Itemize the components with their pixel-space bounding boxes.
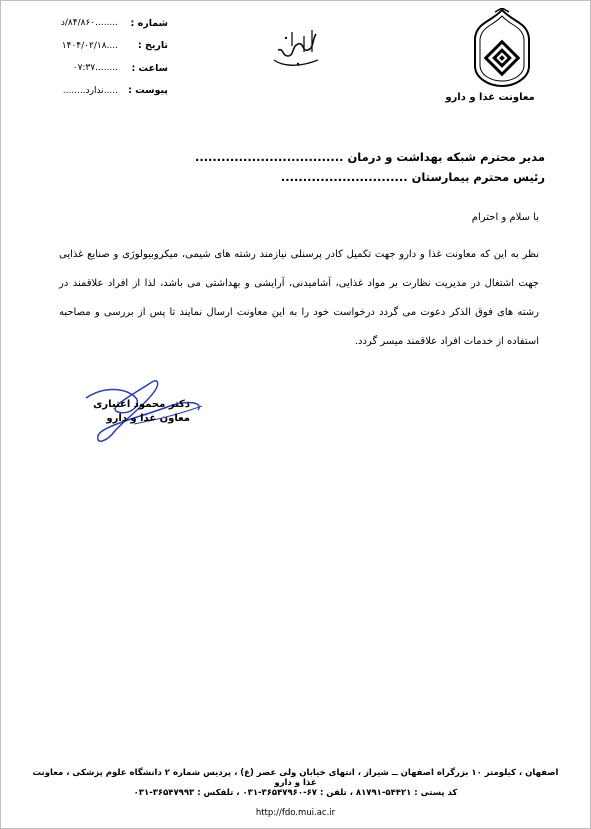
addressee-network-manager: مدیر محترم شبکه بهداشت و درمان .................................. bbox=[194, 150, 545, 164]
meta-time bbox=[28, 57, 168, 80]
attachment-value: .....ندارد........ bbox=[62, 85, 118, 96]
letter-meta bbox=[28, 12, 168, 102]
number-label: شماره : bbox=[130, 17, 168, 29]
number-value: ........۸۴/۸۶۰/د bbox=[60, 18, 118, 29]
calligraphy-bismihi-icon bbox=[268, 26, 324, 74]
date-value: ....۱۴۰۴/۰۲/۱۸ bbox=[61, 40, 118, 51]
footer-address: اصفهان ، کیلومتر ۱۰ بزرگراه اصفهان ــ شیراز ، انتهای خیابان ولی عصر (ع) ، پردیس شماره ۲ دانشگاه علوم پزشکی ، معاونت غذا و دارو bbox=[32, 768, 559, 788]
addressee-hospital-head: رئیس محترم بیمارستان ............................. bbox=[280, 170, 545, 184]
signer-name: دکتر محمود اعتباری bbox=[93, 399, 190, 410]
footer-website-link[interactable]: http://fdo.mui.ac.ir bbox=[255, 808, 336, 818]
meta-number bbox=[28, 12, 168, 35]
signer-title: معاون غذا و دارو bbox=[106, 413, 190, 424]
org-name: معاونت غذا و دارو bbox=[445, 92, 535, 103]
time-value: ........۰۷:۳۷ bbox=[72, 63, 118, 74]
meta-attachment bbox=[28, 80, 168, 103]
footer-contact: کد پستی : ۵۴۴۲۱-۸۱۷۹۱ ، تلفن : ۶۷-۳۶۵۴۷۹۶۰-۰۳۱ ، تلفکس : ۳۶۵۴۷۹۹۳-۰۳۱ bbox=[133, 788, 458, 798]
university-logo-icon bbox=[471, 8, 533, 88]
greeting: با سلام و احترام bbox=[471, 212, 539, 223]
signature-block bbox=[80, 398, 190, 426]
letter-body: نظر به این که معاونت غذا و دارو جهت تکمیل کادر پرسنلی نیازمند رشته های شیمی، میکروبیولوژی و صنایع غذایی جهت اشتغال در مدیریت نظارت بر مواد غذایی، آشامیدنی، آرایشی و بهداشتی می باشد، لذا از افراد علاقمند در رشته های فوق الذکر دعوت می گردد درخواست خود را به این معاونت ارسال نمایند تا پس از بررسی و مصاحبه استفاده از خدمات افراد علاقمند میسر گردد. bbox=[59, 249, 539, 347]
attachment-label: پیوست : bbox=[128, 85, 168, 97]
time-label: ساعت : bbox=[131, 62, 168, 74]
date-label: تاریخ : bbox=[137, 40, 168, 52]
meta-date bbox=[28, 35, 168, 58]
